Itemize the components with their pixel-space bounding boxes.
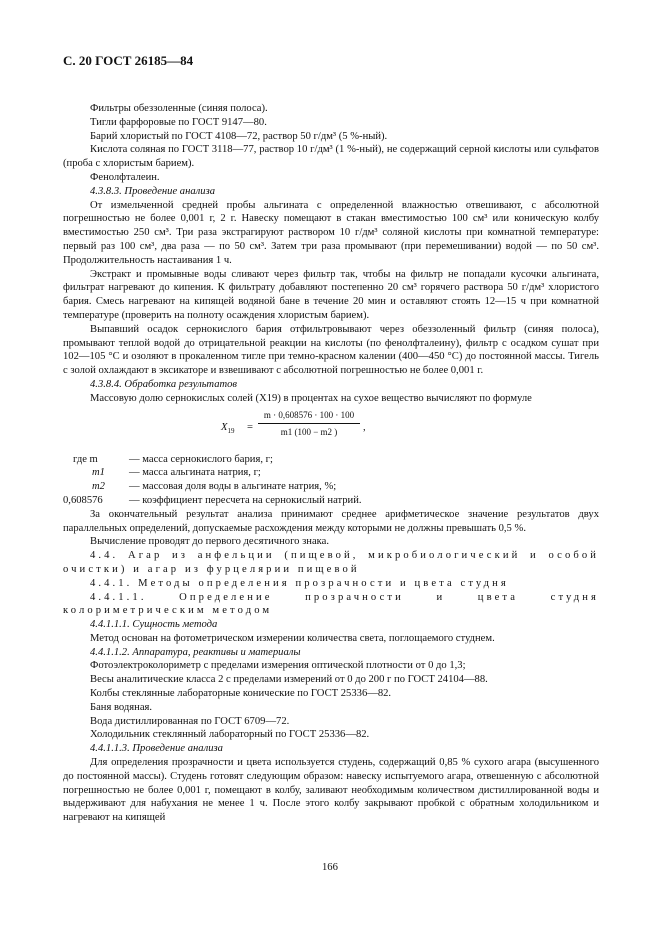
paragraph: Баня водяная. [90, 701, 153, 713]
body-text [63, 102, 599, 825]
section-heading: 4.4. Агар из анфельции (пищевой, микробиологический и особой очистки) и агар из фурцелярии пищевой [63, 550, 599, 575]
page-number: 166 [322, 862, 338, 873]
section-heading: 4.3.8.4. Обработка результатов [90, 378, 238, 390]
paragraph: Выпавший осадок сернокислого бария отфильтровывают через обеззоленный фильтр (синяя полоса), промывают теплой водой до отрицательной реакции на кислоты (по фенолфталеину), фильтр с осадком сушат при 102—105 °С и озоляют в прокаленном тигле при темно-красном калении (400—450 °С) до постоянной массы. Тигель с золой охлаждают в эксикаторе и взвешивают с абсолютной погрешностью не более 0,001 г. [63, 323, 599, 377]
paragraph: Колбы стеклянные лабораторные конические по ГОСТ 25336—82. [90, 688, 392, 700]
paragraph: Холодильник стеклянный лабораторный по ГОСТ 25336—82. [90, 729, 370, 741]
paragraph: Экстракт и промывные воды сливают через фильтр так, чтобы на фильтр не попадали кусочки альгината, фильтрат нагревают до кипения. К фильтрату добавляют постепенно 20 см³ горячего раствора 50 г/дм³ хлористого бария. Смесь нагревают на кипящей водяной бане в течение 20 мин и оставляют стоять 12—15 ч при комнатной температуре (проверить на полноту осаждения хлористым барием). [63, 268, 599, 321]
section-heading: 4.3.8.3. Проведение анализа [90, 185, 215, 197]
definition-row: m2 — массовая доля воды в альгинате натрия, %; [92, 481, 337, 493]
paragraph: Вода дистиллированная по ГОСТ 6709—72. [90, 715, 290, 727]
section-heading: 4.4.1.1. Определение прозрачности и цвета студня колориметрическим методом [63, 591, 599, 617]
paragraph: Массовую долю сернокислых солей (X19) в процентах на сухое вещество вычисляют по формуле [90, 392, 532, 404]
formula-numerator: m · 0,608576 · 100 · 100 [258, 409, 360, 425]
formula-fraction [258, 409, 360, 441]
formula-denominator: m1 (100 − m2 ) [280, 427, 338, 438]
paragraph: За окончательный результат анализа принимают среднее арифметическое значение результатов двух параллельных определений, допускаемые расхождения между которыми не должны превышать 0,5 %. [63, 508, 599, 534]
paragraph: Весы аналитические класса 2 с пределами измерений от 0 до 200 г по ГОСТ 24104—88. [90, 674, 488, 686]
definition-row: где m — масса сернокислого бария, г; [73, 453, 273, 465]
paragraph: Метод основан на фотометрическом измерении количества света, поглощаемого студнем. [90, 632, 495, 644]
paragraph: Фотоэлектроколориметр с пределами измерения оптической плотности от 0 до 1,3; [90, 660, 466, 672]
section-heading: 4.4.1.1.2. Аппаратура, реактивы и материалы [90, 646, 301, 658]
section-heading: 4.4.1.1.3. Проведение анализа [90, 743, 223, 755]
variable-definitions [63, 453, 599, 508]
paragraph: Кислота соляная по ГОСТ 3118—77, раствор 10 г/дм³ (1 %-ный), не содержащий серной кислоты или сульфатов (проба с хлористым барием). [63, 144, 599, 170]
formula [63, 409, 599, 447]
paragraph: Вычисление проводят до первого десятичного знака. [90, 536, 329, 548]
paragraph: Фенолфталеин. [90, 171, 160, 183]
section-heading: 4.4.1. Методы определения прозрачности и цвета студня [90, 577, 509, 589]
paragraph: Фильтры обеззоленные (синяя полоса). [90, 103, 268, 114]
paragraph: Барий хлористый по ГОСТ 4108—72, раствор 50 г/дм³ (5 %-ный). [90, 130, 388, 142]
formula-lhs: $X_{19}$ [221, 421, 235, 435]
page-header: С. 20 ГОСТ 26185—84 [63, 53, 194, 68]
definition-row: m1 — масса альгината натрия, г; [92, 467, 261, 479]
formula-comma: , [363, 421, 366, 433]
formula-equals: = [247, 421, 253, 433]
definition-row: 0,608576 — коэффициент пересчета на сернокислый натрий. [63, 494, 362, 506]
paragraph: Для определения прозрачности и цвета используется студень, содержащий 0,85 % сухого агара (высушенного до постоянной массы). Студень готовят следующим образом: навеску испытуемого агара, отвешенную с абсолютной погрешностью не более 0,001 г, помещают в колбу, заливают необходимым количеством дистиллированной воды и выдерживают для набухания не менее 1 ч. После этого колбу закрывают пробкой с обратным холодильником и нагревают на кипящей [63, 757, 599, 824]
paragraph: От измельченной средней пробы альгината с определенной влажностью отвешивают, с абсолютной погрешностью не более 0,001 г, 2 г. Навеску помещают в стакан вместимостью 100 см³ или коническую колбу вместимостью 250 см³. Три раза экстрагируют раствором 10 г/дм³ соляной кислоты при комнатной температуре: первый раз 100 см³, два раза — по 50 см³. Затем три раза промывают (при перемешивании) водой — по 50 см³. Продолжительность настаивания 1 ч. [63, 199, 599, 266]
section-heading: 4.4.1.1.1. Сущность метода [90, 619, 218, 631]
paragraph: Тигли фарфоровые по ГОСТ 9147—80. [90, 116, 267, 128]
